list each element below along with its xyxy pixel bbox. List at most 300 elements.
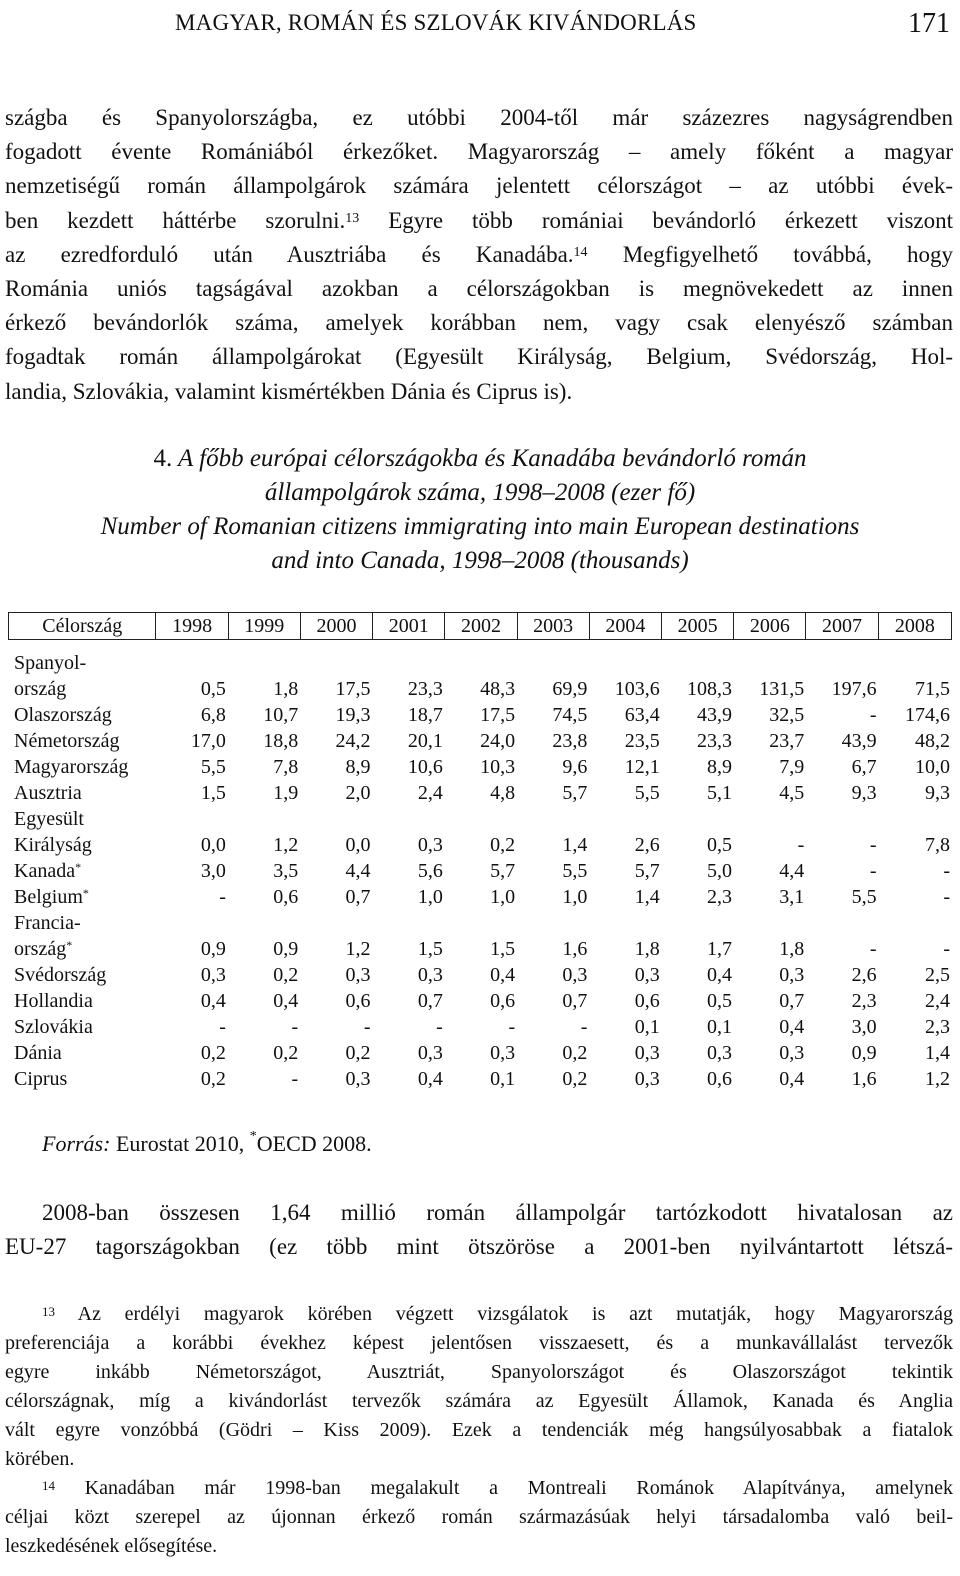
text-line: érkező bevándorlók száma, amelyek korábban nem, vagy csak elenyésző számban	[5, 310, 953, 336]
year-header: 2008	[878, 613, 951, 640]
value-cell: 23,3	[407, 678, 443, 700]
spacer-cell	[445, 650, 517, 676]
table-row	[8, 962, 952, 988]
value-cell: -	[869, 704, 877, 726]
value-cell: 1,2	[925, 1068, 950, 1090]
country-name	[8, 676, 156, 702]
table-row	[8, 728, 952, 754]
value-cell: 1,2	[273, 834, 299, 856]
value-cell: 174,6	[905, 704, 950, 726]
value-cell: 0,2	[345, 1042, 371, 1064]
country-label: Szlovákia	[14, 1016, 93, 1038]
country-name	[8, 702, 156, 728]
table-source	[42, 1131, 372, 1157]
spacer-cell	[806, 806, 878, 832]
value-cell: 4,4	[779, 860, 805, 882]
spacer-cell	[879, 910, 952, 936]
country-label: Svédország	[14, 964, 107, 986]
value-cell: 5,7	[490, 860, 516, 882]
table-row	[8, 858, 952, 884]
value-cell: 0,2	[273, 964, 299, 986]
value-cell: 9,6	[562, 756, 588, 778]
value-cell: 0,6	[490, 990, 516, 1012]
value-cell: 0,9	[273, 938, 299, 960]
table-row	[8, 1066, 952, 1092]
table-body	[8, 650, 952, 1092]
value-cell: 197,6	[831, 678, 877, 700]
value-cell: 1,5	[417, 938, 443, 960]
value-cell: 1,6	[562, 938, 588, 960]
year-header: 2002	[445, 613, 517, 640]
value-cell: 0,3	[490, 1042, 516, 1064]
value-cell: 2,4	[417, 782, 443, 804]
oecd-marker: *	[75, 860, 82, 874]
value-cell: 24,2	[335, 730, 371, 752]
running-head: MAGYAR, ROMÁN ÉS SZLOVÁK KIVÁNDORLÁS	[175, 10, 697, 35]
value-cell: 0,9	[200, 938, 226, 960]
country-name	[8, 936, 156, 962]
footnote-line: céljai közt szerepel az újonnan érkező román származásúak helyi társadalomba való beil-	[5, 1506, 953, 1528]
value-cell: 2,3	[707, 886, 732, 908]
spacer-cell	[517, 910, 589, 936]
value-cell: -	[869, 860, 877, 882]
country-name	[8, 780, 156, 806]
value-cell: -	[869, 938, 877, 960]
value-cell: 0,1	[707, 1016, 732, 1038]
value-cell: 0,2	[490, 834, 516, 856]
year-header: 2004	[589, 613, 661, 640]
value-cell: 0,3	[779, 1042, 805, 1064]
value-cell: 3,0	[200, 860, 226, 882]
spacer-cell	[373, 806, 445, 832]
country-name: Francia-	[14, 912, 81, 934]
value-cell: 2,0	[345, 782, 371, 804]
body-paragraph-2	[5, 1196, 953, 1264]
value-cell: 1,6	[851, 1068, 877, 1090]
year-header: 2007	[806, 613, 878, 640]
text-line: Románia uniós tagságával azokban a célországokban is megnövekedett az innen	[5, 275, 953, 301]
table-title-en-line1: Number of Romanian citizens immigrating into main European destinations	[100, 513, 860, 540]
value-cell: 5,5	[634, 782, 660, 804]
value-cell: 0,4	[707, 964, 732, 986]
value-cell: 0,6	[634, 990, 660, 1012]
value-cell: 1,4	[562, 834, 588, 856]
value-cell: 0,4	[273, 990, 299, 1012]
value-cell: 8,9	[707, 756, 732, 778]
value-cell: 0,5	[200, 678, 226, 700]
value-cell: 0,3	[417, 834, 443, 856]
value-cell: -	[943, 860, 950, 882]
page-header	[0, 6, 960, 46]
country-label: Kanada	[14, 860, 76, 882]
spacer-cell	[806, 650, 878, 676]
value-cell: 0,2	[562, 1042, 588, 1064]
value-cell: 0,3	[634, 964, 660, 986]
value-cell: -	[219, 1016, 226, 1038]
value-cell: 23,5	[624, 730, 660, 752]
text-line: fogadtak román állampolgárokat (Egyesült Királyság, Belgium, Svédország, Hol-	[5, 344, 953, 370]
spacer-cell	[806, 910, 878, 936]
country-name: Egyesült	[14, 808, 84, 830]
spacer-cell	[662, 910, 734, 936]
value-cell: 17,0	[190, 730, 226, 752]
text-line	[5, 238, 953, 272]
value-cell: 0,9	[851, 1042, 877, 1064]
spacer-cell	[156, 910, 228, 936]
spacer-cell	[445, 806, 517, 832]
value-cell: -	[291, 1016, 299, 1038]
table-row	[8, 832, 952, 858]
value-cell: 5,0	[707, 860, 732, 882]
table-row	[8, 780, 952, 806]
country-label: ország	[14, 938, 67, 960]
value-cell: 1,4	[925, 1042, 950, 1064]
spacer-cell	[373, 910, 445, 936]
table-header	[8, 612, 952, 640]
spacer-cell	[156, 650, 228, 676]
table-row	[8, 676, 952, 702]
value-cell: 3,0	[851, 1016, 877, 1038]
footnote-mark-13: 13	[42, 1304, 55, 1319]
value-cell: -	[797, 834, 805, 856]
value-cell: 1,0	[417, 886, 443, 908]
value-cell: 18,7	[407, 704, 443, 726]
value-cell: 2,3	[925, 1016, 950, 1038]
value-cell: 2,3	[851, 990, 877, 1012]
source-label: Forrás:	[42, 1131, 111, 1156]
source-text: Eurostat 2010,	[110, 1131, 250, 1156]
value-cell: 0,7	[417, 990, 443, 1012]
country-label: Belgium	[14, 886, 83, 908]
footnote-line: körében.	[5, 1448, 75, 1470]
country-name	[8, 728, 156, 754]
value-cell: 0,3	[634, 1068, 660, 1090]
country-label: Magyarország	[14, 756, 129, 778]
text-line: 2008-ban összesen 1,64 millió román állampolgár tartózkodott hivatalosan az	[42, 1200, 953, 1225]
footnote-line: vált egyre vonzóbbá (Gödri – Kiss 2009). Ezek a tendenciák még hangsúlyosabbak a fiatalok	[5, 1419, 953, 1441]
table-title	[0, 442, 960, 578]
value-cell: 0,3	[345, 964, 371, 986]
value-cell: 6,7	[851, 756, 877, 778]
value-cell: 2,6	[634, 834, 660, 856]
text-line: EU-27 tagországokban (ez több mint ötszöröse a 2001-ben nyilvántartott létszá-	[5, 1234, 953, 1259]
table-row-label-line	[8, 806, 952, 832]
table-number: 4.	[153, 445, 173, 472]
value-cell: 43,9	[697, 704, 732, 726]
footnote-line: egyre inkább Németországot, Ausztriát, Spanyolországot és Olaszországot tekintik	[5, 1361, 953, 1383]
value-cell: 6,8	[200, 704, 226, 726]
country-label: Hollandia	[14, 990, 93, 1012]
year-header: 2000	[300, 613, 372, 640]
spacer-cell	[589, 910, 661, 936]
country-name	[8, 988, 156, 1014]
spacer-cell	[156, 806, 228, 832]
table-row	[8, 1014, 952, 1040]
body-paragraph	[5, 101, 953, 409]
value-cell: 10,6	[407, 756, 443, 778]
table-row	[8, 988, 952, 1014]
value-cell: 17,5	[335, 678, 371, 700]
country-name	[8, 884, 156, 910]
spacer-cell	[734, 910, 806, 936]
footnote-line: leszkedésének elősegítése.	[5, 1535, 218, 1557]
value-cell: 0,7	[779, 990, 805, 1012]
value-cell: 5,5	[562, 860, 588, 882]
value-cell: 1,5	[490, 938, 516, 960]
value-cell: 10,3	[480, 756, 516, 778]
country-label: Olaszország	[14, 704, 112, 726]
year-header: 2005	[662, 613, 734, 640]
value-cell: 0,4	[490, 964, 516, 986]
country-name	[8, 962, 156, 988]
spacer-cell	[445, 910, 517, 936]
value-cell: 9,3	[925, 782, 950, 804]
value-cell: 3,1	[779, 886, 805, 908]
column-header: Célország	[9, 613, 156, 640]
spacer-cell	[228, 806, 300, 832]
table-row-label-line	[8, 650, 952, 676]
table-row	[8, 754, 952, 780]
value-cell: 1,8	[634, 938, 660, 960]
country-name	[8, 1066, 156, 1092]
value-cell: 0,5	[707, 990, 732, 1012]
value-cell: 103,6	[614, 678, 660, 700]
footnotes	[5, 1300, 953, 1561]
value-cell: 48,3	[480, 678, 516, 700]
spacer-cell	[879, 806, 952, 832]
value-cell: 0,1	[634, 1016, 660, 1038]
value-cell: 10,7	[263, 704, 299, 726]
value-cell: -	[219, 886, 226, 908]
year-header: 1999	[228, 613, 300, 640]
spacer-cell	[300, 650, 372, 676]
value-cell: 108,3	[687, 678, 732, 700]
value-cell: 43,9	[841, 730, 877, 752]
value-cell: 7,9	[779, 756, 805, 778]
spacer-cell	[228, 650, 300, 676]
value-cell: 1,9	[273, 782, 299, 804]
spacer-cell	[589, 650, 661, 676]
value-cell: 20,1	[407, 730, 443, 752]
spacer-cell	[589, 806, 661, 832]
value-cell: 131,5	[759, 678, 805, 700]
country-label: Királyság	[14, 834, 92, 856]
value-cell: 1,2	[345, 938, 371, 960]
value-cell: 0,4	[200, 990, 226, 1012]
year-header: 2001	[373, 613, 445, 640]
oecd-marker: *	[66, 938, 73, 952]
value-cell: -	[943, 886, 950, 908]
value-cell: 23,3	[697, 730, 732, 752]
value-cell: -	[508, 1016, 516, 1038]
spacer-cell	[517, 806, 589, 832]
footnote-mark-14: 14	[42, 1478, 55, 1493]
footnote-ref-14: 14	[573, 244, 588, 260]
value-cell: 2,6	[851, 964, 877, 986]
value-cell: 0,6	[273, 886, 299, 908]
value-cell: 5,5	[200, 756, 226, 778]
spacer-cell	[300, 806, 372, 832]
value-cell: 0,4	[779, 1016, 805, 1038]
value-cell: 23,8	[552, 730, 588, 752]
value-cell: 71,5	[915, 678, 950, 700]
value-cell: 74,5	[552, 704, 588, 726]
value-cell: 32,5	[769, 704, 805, 726]
value-cell: 5,7	[634, 860, 660, 882]
country-label: ország	[14, 678, 67, 700]
footnote-line	[5, 1300, 953, 1329]
table-title-hu-line1	[0, 442, 960, 476]
value-cell: 0,7	[562, 990, 588, 1012]
value-cell: 0,3	[417, 1042, 443, 1064]
footnote-line: preferenciája a korábbi évekhez képest jelentősen visszaesett, és a munkavállalást tervezők	[5, 1332, 953, 1354]
spacer-cell	[373, 650, 445, 676]
footnote-ref-13: 13	[345, 210, 360, 226]
table-row	[8, 936, 952, 962]
value-cell: 17,5	[480, 704, 516, 726]
value-cell: 1,0	[490, 886, 516, 908]
footnote-line	[5, 1474, 953, 1503]
value-cell: 0,6	[707, 1068, 732, 1090]
value-cell: 1,4	[634, 886, 660, 908]
value-cell: 1,8	[779, 938, 805, 960]
country-name	[8, 1040, 156, 1066]
value-cell: 7,8	[925, 834, 950, 856]
value-cell: 23,7	[769, 730, 805, 752]
value-cell: -	[580, 1016, 588, 1038]
value-cell: 0,1	[490, 1068, 516, 1090]
value-cell: 8,9	[345, 756, 371, 778]
spacer-cell	[662, 650, 734, 676]
text-line: szágba és Spanyolországba, ez utóbbi 2004-től már százezres nagyságrendben	[5, 105, 953, 130]
value-cell: 5,6	[417, 860, 443, 882]
value-cell: 0,2	[200, 1042, 226, 1064]
source-star: *	[249, 1129, 257, 1144]
country-name	[8, 858, 156, 884]
table-title-en-line2: and into Canada, 1998–2008 (thousands)	[271, 547, 689, 574]
year-header: 2003	[517, 613, 589, 640]
value-cell: 0,4	[779, 1068, 805, 1090]
text-fragment: ben kezdett háttérbe szorulni.	[5, 207, 346, 233]
title-fragment: A főbb európai célországokba és Kanadába bevándorló román	[172, 445, 807, 472]
value-cell: 10,0	[915, 756, 950, 778]
value-cell: 63,4	[624, 704, 660, 726]
source-text: OECD 2008.	[256, 1131, 372, 1156]
value-cell: 0,3	[417, 964, 443, 986]
value-cell: 0,5	[707, 834, 732, 856]
text-fragment: Az erdélyi magyarok körében végzett vizsgálatok is azt mutatják, hogy Magyarország	[55, 1303, 953, 1325]
value-cell: 12,1	[624, 756, 660, 778]
text-line: nemzetiségű román állampolgárok számára jelentett célországot – az utóbbi évek-	[5, 173, 953, 199]
spacer-cell	[228, 910, 300, 936]
page-number: 171	[908, 8, 950, 39]
value-cell: -	[436, 1016, 443, 1038]
country-label: Dánia	[14, 1042, 62, 1064]
value-cell: 2,4	[925, 990, 950, 1012]
table-row	[8, 884, 952, 910]
value-cell: 0,4	[417, 1068, 443, 1090]
oecd-marker: *	[82, 886, 89, 900]
value-cell: 9,3	[851, 782, 877, 804]
country-label: Németország	[14, 730, 120, 752]
value-cell: 1,7	[707, 938, 732, 960]
spacer-cell	[734, 806, 806, 832]
value-cell: 2,5	[925, 964, 950, 986]
value-cell: 0,3	[707, 1042, 732, 1064]
country-label: Ausztria	[14, 782, 82, 804]
country-name: Spanyol-	[14, 652, 87, 674]
value-cell: 18,8	[263, 730, 299, 752]
country-label: Ciprus	[14, 1068, 68, 1090]
value-cell: -	[291, 1068, 299, 1090]
value-cell: 0,6	[345, 990, 371, 1012]
table-row	[8, 702, 952, 728]
value-cell: -	[869, 834, 877, 856]
value-cell: 0,2	[200, 1068, 226, 1090]
value-cell: 0,3	[345, 1068, 371, 1090]
value-cell: 69,9	[552, 678, 588, 700]
value-cell: 3,5	[273, 860, 299, 882]
country-name	[8, 1014, 156, 1040]
header-row	[9, 613, 952, 640]
value-cell: -	[363, 1016, 371, 1038]
value-cell: 0,3	[634, 1042, 660, 1064]
data-table	[8, 650, 952, 1092]
table-title-hu-line2: állampolgárok száma, 1998–2008 (ezer fő)	[264, 479, 696, 506]
value-cell: 0,3	[200, 964, 226, 986]
value-cell: 1,0	[562, 886, 588, 908]
value-cell: 0,0	[200, 834, 226, 856]
value-cell: 4,4	[345, 860, 371, 882]
country-name	[8, 832, 156, 858]
spacer-cell	[517, 650, 589, 676]
text-fragment: Kanadában már 1998-ban megalakult a Montreali Románok Alapítványa, amelynek	[55, 1477, 953, 1499]
value-cell: 0,3	[562, 964, 588, 986]
country-name	[8, 754, 156, 780]
footnote-line: célországnak, míg a kivándorlást tervezők számára az Egyesült Államok, Kanada és Anglia	[5, 1390, 953, 1412]
spacer-cell	[879, 650, 952, 676]
value-cell: 7,8	[273, 756, 299, 778]
value-cell: 1,8	[273, 678, 299, 700]
value-cell: 48,2	[915, 730, 950, 752]
text-line	[5, 204, 953, 238]
text-fragment: Egyre több romániai bevándorló érkezett viszont	[359, 207, 954, 233]
year-header: 1998	[156, 613, 228, 640]
text-line: fogadott évente Romániából érkezőket. Magyarország – amely főként a magyar	[5, 139, 953, 165]
value-cell: 4,5	[779, 782, 805, 804]
value-cell: 5,1	[707, 782, 732, 804]
spacer-cell	[662, 806, 734, 832]
value-cell: 0,2	[273, 1042, 299, 1064]
text-fragment: az ezredforduló után Ausztriába és Kanadába.	[5, 241, 574, 267]
value-cell: 24,0	[480, 730, 516, 752]
value-cell: 19,3	[335, 704, 371, 726]
value-cell: 0,2	[562, 1068, 588, 1090]
table-row	[8, 1040, 952, 1066]
value-cell: 0,0	[345, 834, 371, 856]
value-cell: 4,8	[490, 782, 516, 804]
year-header: 2006	[734, 613, 806, 640]
value-cell: 0,3	[779, 964, 805, 986]
table-row-label-line	[8, 910, 952, 936]
value-cell: -	[943, 938, 950, 960]
value-cell: 1,5	[200, 782, 226, 804]
spacer-cell	[734, 650, 806, 676]
value-cell: 5,5	[851, 886, 877, 908]
value-cell: 5,7	[562, 782, 588, 804]
text-fragment: Megfigyelhető továbbá, hogy	[587, 241, 954, 267]
spacer-cell	[300, 910, 372, 936]
